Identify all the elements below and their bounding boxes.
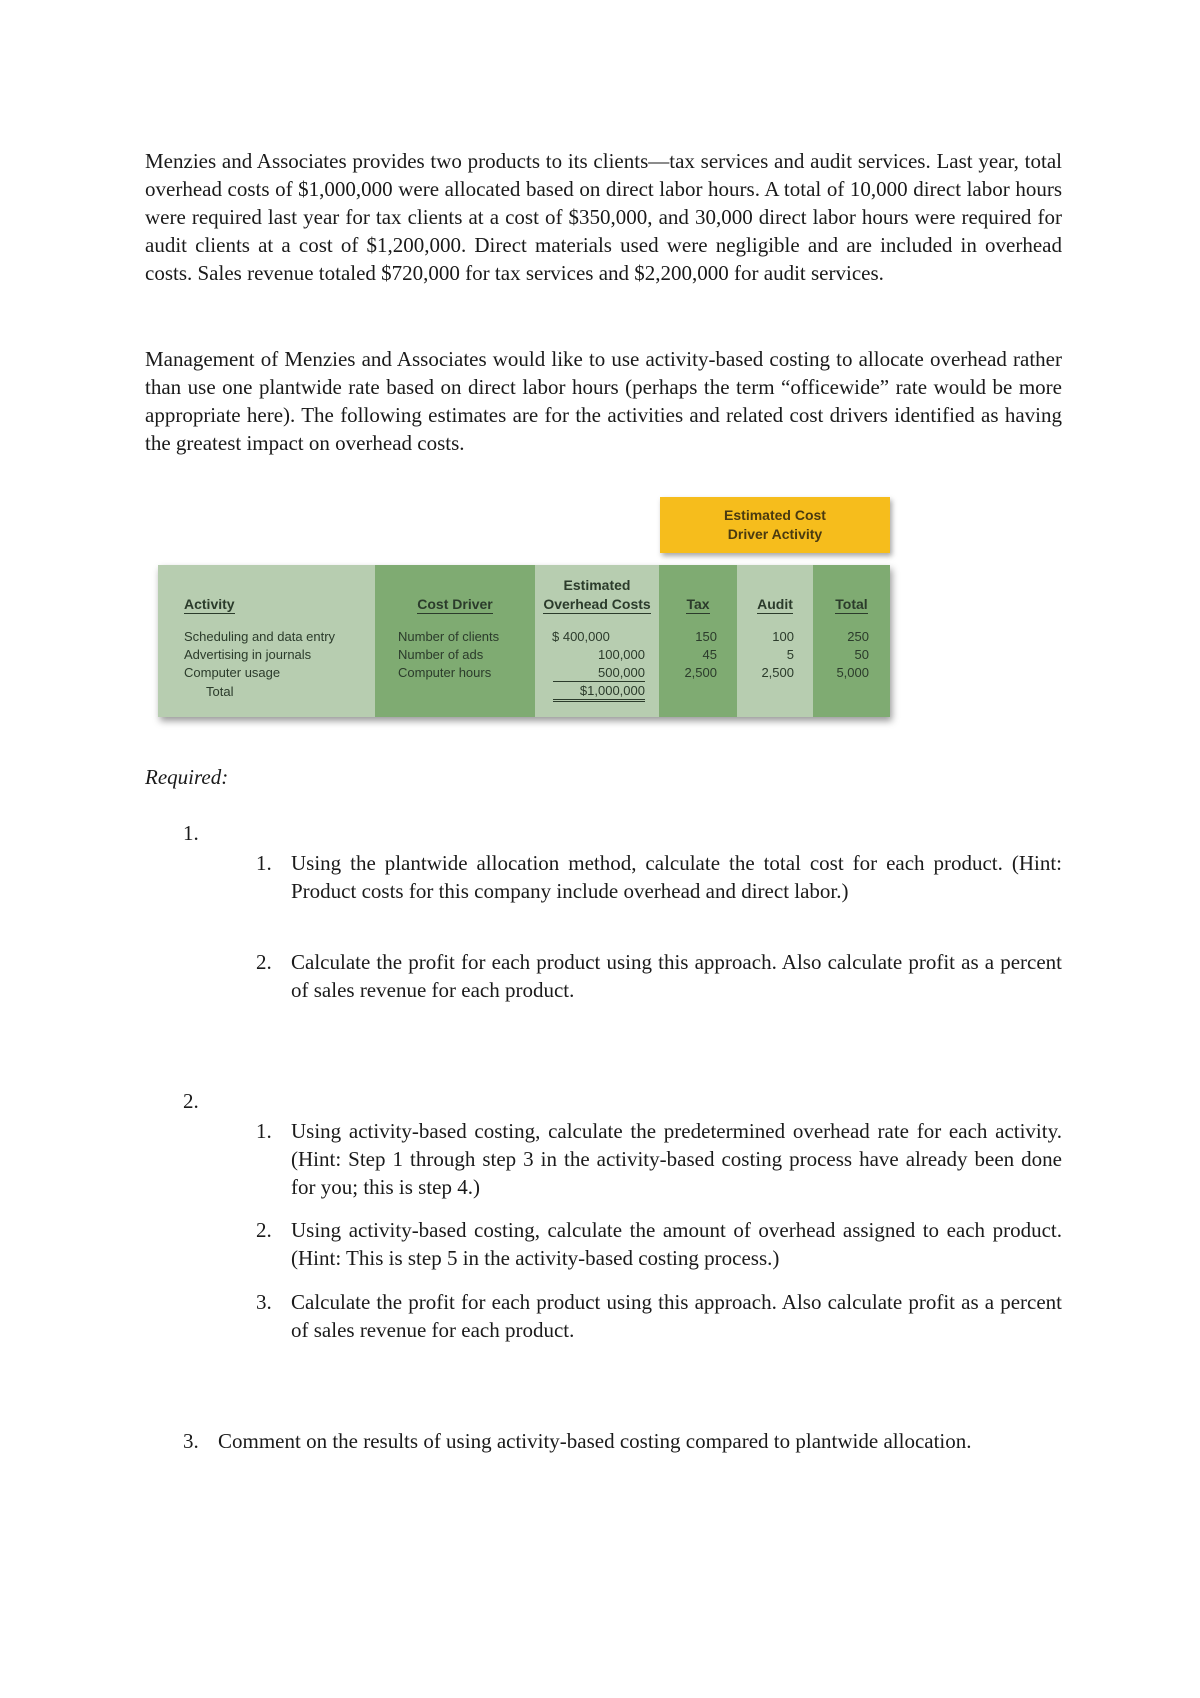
question-2-number: 2.: [183, 1089, 199, 1113]
header-overhead-costs: Overhead Costs: [543, 596, 651, 612]
question-1-part-1-number: 1.: [256, 851, 272, 875]
table-row-3-audit: 2,500: [761, 665, 794, 680]
question-3-text: Comment on the results of using activity-based costing compared to plantwide allocation.: [218, 1429, 972, 1453]
table-row-3-tax: 2,500: [684, 665, 717, 680]
question-2-part-1-text: Using activity-based costing, calculate the predetermined overhead rate for each activity. (Hint: Step 1 through step 3 in the activity-based costing process have already been done for you; this is step 4.): [291, 1119, 1062, 1199]
question-1-part-2-number: 2.: [256, 950, 272, 974]
question-1-part-1: [256, 849, 1062, 933]
question-2-part-1-number: 1.: [256, 1119, 272, 1143]
group-header-line1: Estimated Cost: [724, 507, 826, 523]
question-1-part-2: [256, 948, 1062, 1004]
question-2-part-2-text: Using activity-based costing, calculate the amount of overhead assigned to each product. (Hint: This is step 5 in the activity-based costing process.): [291, 1218, 1062, 1270]
table-row-2-cost: 100,000: [598, 647, 645, 662]
table-total-label: Total: [206, 684, 234, 699]
intro-paragraph-2: Management of Menzies and Associates would like to use activity-based costing to allocate overhead rather than use one plantwide rate based on direct labor hours (perhaps the term “officewide” rate would be more appropriate here). The following estimates are for the activities and related cost drivers identified as having the greatest impact on overhead costs.: [145, 347, 1062, 455]
table-row-2-driver: Number of ads: [398, 647, 484, 662]
table-row-1-total: 250: [847, 629, 869, 644]
table-row-2-activity: Advertising in journals: [184, 647, 312, 662]
table-row-1-tax: 150: [695, 629, 717, 644]
table-row-2-tax: 45: [702, 647, 717, 662]
intro-paragraph-1: Menzies and Associates provides two products to its clients—tax services and audit services. Last year, total overhead costs of $1,000,000 were allocated based on direct labor hours. A total of 10,000 direct labor hours were required last year for tax clients at a cost of $350,000, and 30,000 direct labor hours were required for audit clients at a cost of $1,200,000. Direct materials used were negligible and are included in overhead costs. Sales revenue totaled $720,000 for tax services and $2,200,000 for audit services.: [145, 149, 1062, 285]
table-row-2-total: 50: [854, 647, 869, 662]
estimated-driver-activity-header: [660, 497, 890, 553]
header-total: Total: [835, 596, 868, 612]
question-2-part-2: [256, 1216, 1062, 1272]
table-row-3-activity: Computer usage: [184, 665, 281, 680]
table-body: [158, 565, 890, 717]
table-row-3-total: 5,000: [836, 665, 869, 680]
question-2-part-3-text: Calculate the profit for each product using this approach. Also calculate profit as a percent of sales revenue for each product.: [291, 1290, 1062, 1342]
group-header-line2: Driver Activity: [727, 526, 823, 542]
question-2-part-1: [256, 1117, 1062, 1201]
table-row-3-cost: 500,000: [553, 664, 645, 682]
question-1-part-2-text: Calculate the profit for each product using this approach. Also calculate profit as a percent of sales revenue for each product.: [291, 950, 1062, 1002]
header-cost-driver: Cost Driver: [417, 596, 493, 612]
header-audit: Audit: [757, 596, 793, 612]
question-1-number: 1.: [183, 821, 199, 845]
question-2-part-3-number: 3.: [256, 1290, 272, 1314]
table-row-1-audit: 100: [772, 629, 794, 644]
table-total-cost: $1,000,000: [553, 683, 645, 702]
question-1-part-1-text: Using the plantwide allocation method, calculate the total cost for each product. (Hint: Product costs for this company include overhead and direct labor.): [291, 851, 1062, 903]
table-row-1-cost: $ 400,000: [552, 629, 610, 644]
cost-driver-table: [158, 497, 898, 723]
table-row-3-driver: Computer hours: [398, 665, 492, 680]
required-heading: Required:: [145, 765, 229, 789]
question-3-number: 3.: [183, 1429, 199, 1453]
table-row-1-driver: Number of clients: [398, 629, 500, 644]
table-row-2-audit: 5: [786, 647, 794, 662]
header-estimated: Estimated: [563, 577, 631, 593]
header-activity: Activity: [184, 596, 235, 612]
header-tax: Tax: [686, 596, 710, 612]
question-2-part-2-number: 2.: [256, 1218, 272, 1242]
question-2-part-3: [256, 1288, 1062, 1344]
table-row-1-activity: Scheduling and data entry: [184, 629, 336, 644]
